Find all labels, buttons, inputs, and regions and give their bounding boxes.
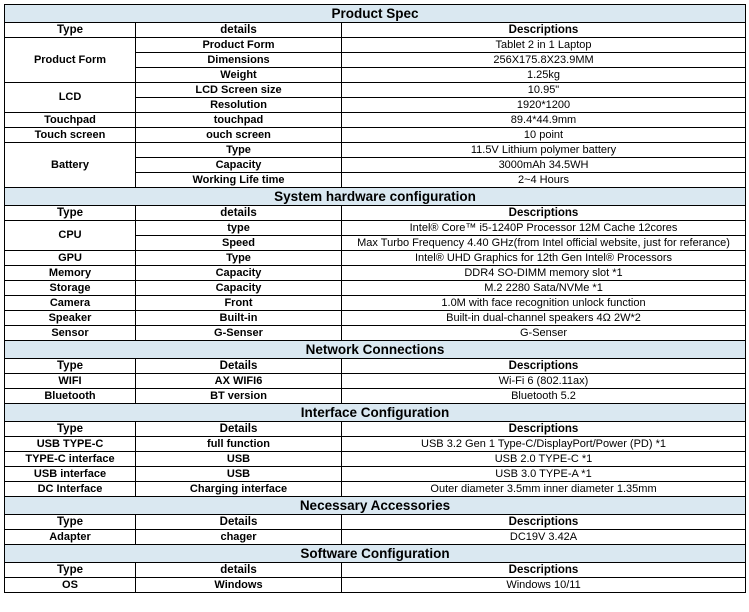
table-row [5, 311, 746, 326]
details-cell: Capacity [136, 266, 342, 281]
header-row [5, 206, 746, 221]
details-cell: Built-in [136, 311, 342, 326]
type-cell: CPU [5, 221, 136, 251]
type-cell: Product Form [5, 38, 136, 83]
details-cell: Dimensions [136, 53, 342, 68]
table-row [5, 38, 746, 53]
table-row [5, 221, 746, 236]
description-cell: 1.0M with face recognition unlock function [342, 296, 746, 311]
header-descriptions: Descriptions [342, 23, 746, 38]
type-cell: GPU [5, 251, 136, 266]
description-cell: 11.5V Lithium polymer battery [342, 143, 746, 158]
section-title-necessary-accessories: Necessary Accessories [5, 497, 746, 515]
details-cell: Working Life time [136, 173, 342, 188]
description-cell: 89.4*44.9mm [342, 113, 746, 128]
table-row [5, 83, 746, 98]
description-cell: DC19V 3.42A [342, 530, 746, 545]
type-cell: Adapter [5, 530, 136, 545]
details-cell: Windows [136, 578, 342, 593]
header-row [5, 23, 746, 38]
section-title-row [5, 5, 746, 23]
description-cell: USB 2.0 TYPE-C *1 [342, 452, 746, 467]
section-title-row [5, 404, 746, 422]
details-cell: USB [136, 452, 342, 467]
description-cell: Outer diameter 3.5mm inner diameter 1.35mm [342, 482, 746, 497]
description-cell: Intel® Core™ i5-1240P Processor 12M Cache 12cores [342, 221, 746, 236]
header-details: details [136, 206, 342, 221]
description-cell: Bluetooth 5.2 [342, 389, 746, 404]
type-cell: TYPE-C interface [5, 452, 136, 467]
details-cell: G-Senser [136, 326, 342, 341]
type-cell: WIFI [5, 374, 136, 389]
header-type: Type [5, 563, 136, 578]
description-cell: 1920*1200 [342, 98, 746, 113]
details-cell: Weight [136, 68, 342, 83]
description-cell: 3000mAh 34.5WH [342, 158, 746, 173]
table-row [5, 296, 746, 311]
type-cell: Memory [5, 266, 136, 281]
description-cell: Max Turbo Frequency 4.40 GHz(from Intel official website, just for referance) [342, 236, 746, 251]
details-cell: Capacity [136, 158, 342, 173]
details-cell: Type [136, 143, 342, 158]
description-cell: 1.25kg [342, 68, 746, 83]
table-row [5, 437, 746, 452]
spec-table [4, 4, 746, 593]
details-cell: Type [136, 251, 342, 266]
description-cell: DDR4 SO-DIMM memory slot *1 [342, 266, 746, 281]
table-row [5, 452, 746, 467]
header-row [5, 422, 746, 437]
section-title-software-configuration: Software Configuration [5, 545, 746, 563]
header-details: details [136, 563, 342, 578]
details-cell: Charging interface [136, 482, 342, 497]
header-details: details [136, 23, 342, 38]
table-row [5, 530, 746, 545]
table-row [5, 143, 746, 158]
section-title-network-connections: Network Connections [5, 341, 746, 359]
header-type: Type [5, 359, 136, 374]
section-title-system-hardware: System hardware configuration [5, 188, 746, 206]
spec-sheet [4, 4, 745, 593]
type-cell: Sensor [5, 326, 136, 341]
header-type: Type [5, 422, 136, 437]
details-cell: full function [136, 437, 342, 452]
table-row [5, 374, 746, 389]
type-cell: Battery [5, 143, 136, 188]
header-details: Details [136, 359, 342, 374]
header-descriptions: Descriptions [342, 206, 746, 221]
type-cell: DC Interface [5, 482, 136, 497]
section-title-row [5, 188, 746, 206]
type-cell: Touchpad [5, 113, 136, 128]
description-cell: USB 3.2 Gen 1 Type-C/DisplayPort/Power (PD) *1 [342, 437, 746, 452]
table-row [5, 578, 746, 593]
table-row [5, 128, 746, 143]
type-cell: Touch screen [5, 128, 136, 143]
header-type: Type [5, 206, 136, 221]
header-details: Details [136, 515, 342, 530]
type-cell: Camera [5, 296, 136, 311]
type-cell: Bluetooth [5, 389, 136, 404]
type-cell: USB TYPE-C [5, 437, 136, 452]
description-cell: 2~4 Hours [342, 173, 746, 188]
details-cell: Speed [136, 236, 342, 251]
description-cell: 256X175.8X23.9MM [342, 53, 746, 68]
header-row [5, 359, 746, 374]
details-cell: LCD Screen size [136, 83, 342, 98]
section-title-row [5, 497, 746, 515]
table-row [5, 266, 746, 281]
table-row [5, 467, 746, 482]
type-cell: Storage [5, 281, 136, 296]
type-cell: USB interface [5, 467, 136, 482]
details-cell: Resolution [136, 98, 342, 113]
details-cell: ouch screen [136, 128, 342, 143]
header-descriptions: Descriptions [342, 422, 746, 437]
table-row [5, 251, 746, 266]
details-cell: Capacity [136, 281, 342, 296]
description-cell: Windows 10/11 [342, 578, 746, 593]
details-cell: Front [136, 296, 342, 311]
type-cell: OS [5, 578, 136, 593]
table-row [5, 482, 746, 497]
header-type: Type [5, 23, 136, 38]
header-descriptions: Descriptions [342, 563, 746, 578]
section-title-product-spec: Product Spec [5, 5, 746, 23]
header-descriptions: Descriptions [342, 359, 746, 374]
description-cell: Built-in dual-channel speakers 4Ω 2W*2 [342, 311, 746, 326]
type-cell: Speaker [5, 311, 136, 326]
description-cell: G-Senser [342, 326, 746, 341]
header-descriptions: Descriptions [342, 515, 746, 530]
details-cell: USB [136, 467, 342, 482]
details-cell: type [136, 221, 342, 236]
table-row [5, 389, 746, 404]
header-row [5, 563, 746, 578]
details-cell: AX WIFI6 [136, 374, 342, 389]
description-cell: 10.95" [342, 83, 746, 98]
type-cell: LCD [5, 83, 136, 113]
details-cell: Product Form [136, 38, 342, 53]
section-title-row [5, 341, 746, 359]
section-title-interface-configuration: Interface Configuration [5, 404, 746, 422]
table-row [5, 326, 746, 341]
table-row [5, 281, 746, 296]
description-cell: Tablet 2 in 1 Laptop [342, 38, 746, 53]
description-cell: M.2 2280 Sata/NVMe *1 [342, 281, 746, 296]
description-cell: USB 3.0 TYPE-A *1 [342, 467, 746, 482]
description-cell: Intel® UHD Graphics for 12th Gen Intel® Processors [342, 251, 746, 266]
details-cell: chager [136, 530, 342, 545]
details-cell: touchpad [136, 113, 342, 128]
details-cell: BT version [136, 389, 342, 404]
header-row [5, 515, 746, 530]
description-cell: Wi-Fi 6 (802.11ax) [342, 374, 746, 389]
section-title-row [5, 545, 746, 563]
table-row [5, 113, 746, 128]
header-type: Type [5, 515, 136, 530]
header-details: Details [136, 422, 342, 437]
description-cell: 10 point [342, 128, 746, 143]
